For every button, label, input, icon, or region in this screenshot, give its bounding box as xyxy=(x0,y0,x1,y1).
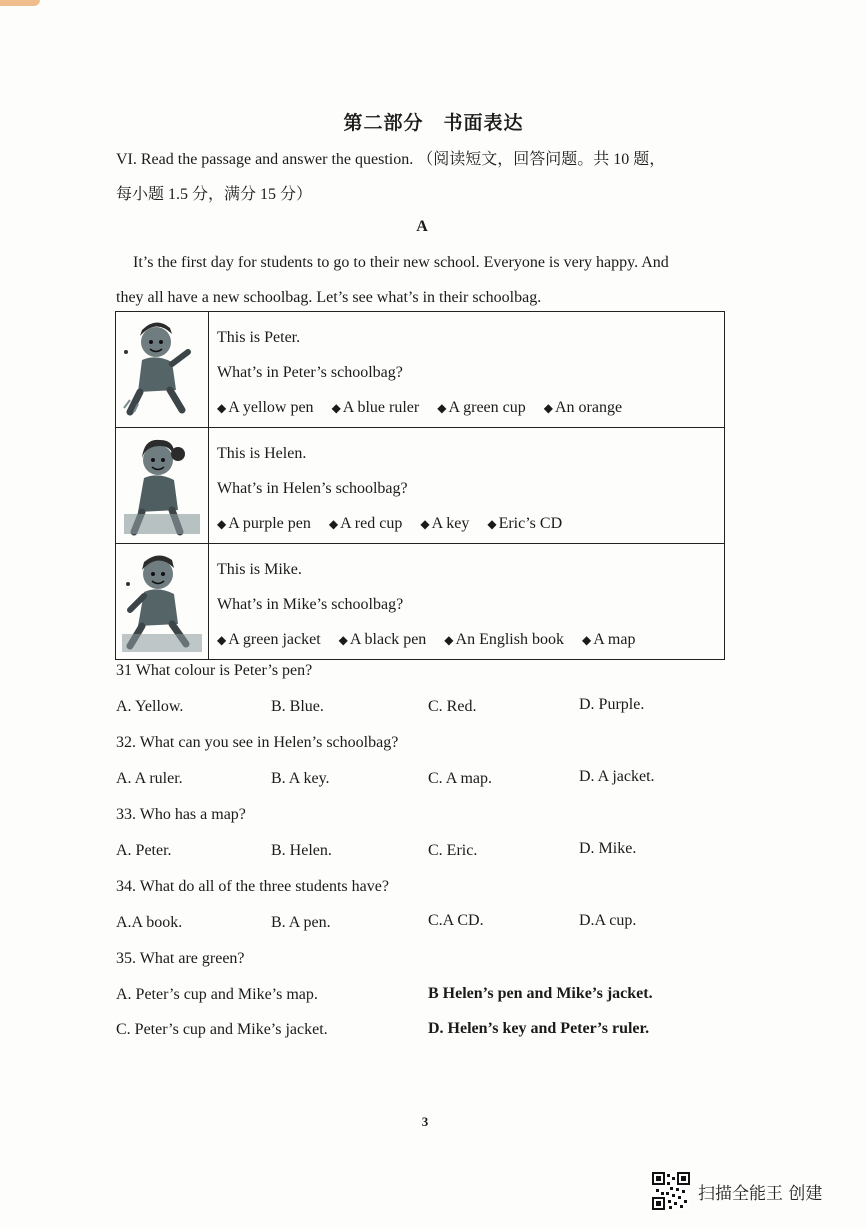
diamond-bullet-icon: ◆ xyxy=(217,517,227,531)
option-b: B. A key. xyxy=(271,770,330,787)
option-c: C. A map. xyxy=(428,770,493,787)
question-35: 35. What are green? xyxy=(116,950,245,967)
diamond-bullet-icon: ◆ xyxy=(487,517,497,531)
diamond-bullet-icon: ◆ xyxy=(217,401,227,415)
option-b: B. Blue. xyxy=(271,698,324,715)
option-c: C. Eric. xyxy=(428,842,478,859)
schoolbag-table xyxy=(115,311,725,660)
passage-line-2: they all have a new schoolbag. Let’s see what’s in their schoolbag. xyxy=(116,289,542,306)
option-c: C. Peter’s cup and Mike’s jacket. xyxy=(116,1021,328,1038)
diamond-bullet-icon: ◆ xyxy=(437,401,447,415)
student-row-mike xyxy=(116,544,725,660)
list-item: ◆ A key xyxy=(420,515,470,532)
instructions-line-1: VI. Read the passage and answer the question. （阅读短文，回答问题。共 10 题， xyxy=(116,151,666,168)
option-d: D.A cup. xyxy=(579,912,637,929)
list-item: ◆ An English book xyxy=(444,631,564,648)
option-a: A. Peter’s cup and Mike’s map. xyxy=(116,986,318,1003)
item-list xyxy=(217,506,724,541)
diamond-bullet-icon: ◆ xyxy=(581,633,592,647)
section-label: A xyxy=(416,218,428,235)
item-list xyxy=(217,622,724,657)
list-item: ◆ A purple pen xyxy=(217,515,311,532)
diamond-bullet-icon: ◆ xyxy=(331,401,341,415)
page-number: 3 xyxy=(421,1114,429,1129)
option-c: C. Red. xyxy=(428,698,477,715)
list-item: ◆ A yellow pen xyxy=(217,399,314,416)
part-title: 第二部分 书面表达 xyxy=(343,112,524,134)
option-d: D. Helen’s key and Peter’s ruler. xyxy=(428,1020,650,1037)
instructions-line-2: 每小题 1.5 分，满分 15 分） xyxy=(116,186,313,203)
scanner-watermark xyxy=(652,1172,822,1210)
student-question: What’s in Mike’s schoolbag? xyxy=(217,596,404,613)
list-item: ◆ A green jacket xyxy=(217,631,321,648)
question-31: 31 What colour is Peter’s pen? xyxy=(116,662,313,679)
list-item: ◆ A blue ruler xyxy=(331,399,420,416)
option-d: D. Purple. xyxy=(579,696,645,713)
question-32: 32. What can you see in Helen’s schoolbag? xyxy=(116,734,399,751)
student-info-peter xyxy=(209,312,725,428)
option-a: A. Peter. xyxy=(116,842,172,859)
option-a: A.A book. xyxy=(116,914,183,931)
passage-line-1: It’s the first day for students to go to their new school. Everyone is very happy. And xyxy=(133,254,669,271)
diamond-bullet-icon: ◆ xyxy=(338,633,348,647)
option-c: C.A CD. xyxy=(428,912,484,929)
diamond-bullet-icon: ◆ xyxy=(444,633,454,647)
corner-mark xyxy=(0,0,40,6)
boy-illustration-icon xyxy=(116,312,208,422)
list-item: ◆ Eric’s CD xyxy=(487,515,563,532)
student-picture-mike xyxy=(116,544,209,660)
diamond-bullet-icon: ◆ xyxy=(420,517,430,531)
student-intro: This is Mike. xyxy=(217,561,302,578)
option-b: B. Helen. xyxy=(271,842,332,859)
student-info-helen xyxy=(209,428,725,544)
option-d: D. A jacket. xyxy=(579,768,655,785)
qr-code-icon xyxy=(652,1172,690,1210)
list-item: ◆ A black pen xyxy=(338,631,427,648)
student-row-peter xyxy=(116,312,725,428)
student-intro: This is Helen. xyxy=(217,445,307,462)
diamond-bullet-icon: ◆ xyxy=(328,517,339,531)
option-b: B. A pen. xyxy=(271,914,331,931)
question-33: 33. Who has a map? xyxy=(116,806,246,823)
option-a: A. Yellow. xyxy=(116,698,184,715)
boy-illustration-icon xyxy=(116,544,208,654)
student-info-mike xyxy=(209,544,725,660)
list-item: ◆ A map xyxy=(581,631,636,648)
student-picture-peter xyxy=(116,312,209,428)
student-picture-helen xyxy=(116,428,209,544)
student-row-helen xyxy=(116,428,725,544)
list-item: ◆ A red cup xyxy=(328,515,403,532)
diamond-bullet-icon: ◆ xyxy=(543,401,553,415)
option-b: B Helen’s pen and Mike’s jacket. xyxy=(428,985,653,1002)
item-list xyxy=(217,390,724,425)
list-item: ◆ A green cup xyxy=(437,399,526,416)
girl-illustration-icon xyxy=(116,428,208,538)
student-question: What’s in Helen’s schoolbag? xyxy=(217,480,408,497)
watermark-text: 扫描全能王 创建 xyxy=(698,1183,823,1204)
diamond-bullet-icon: ◆ xyxy=(217,633,227,647)
student-question: What’s in Peter’s schoolbag? xyxy=(217,364,403,381)
student-intro: This is Peter. xyxy=(217,329,301,346)
option-d: D. Mike. xyxy=(579,840,637,857)
option-a: A. A ruler. xyxy=(116,770,183,787)
question-34: 34. What do all of the three students have? xyxy=(116,878,389,895)
list-item: ◆ An orange xyxy=(543,399,623,416)
